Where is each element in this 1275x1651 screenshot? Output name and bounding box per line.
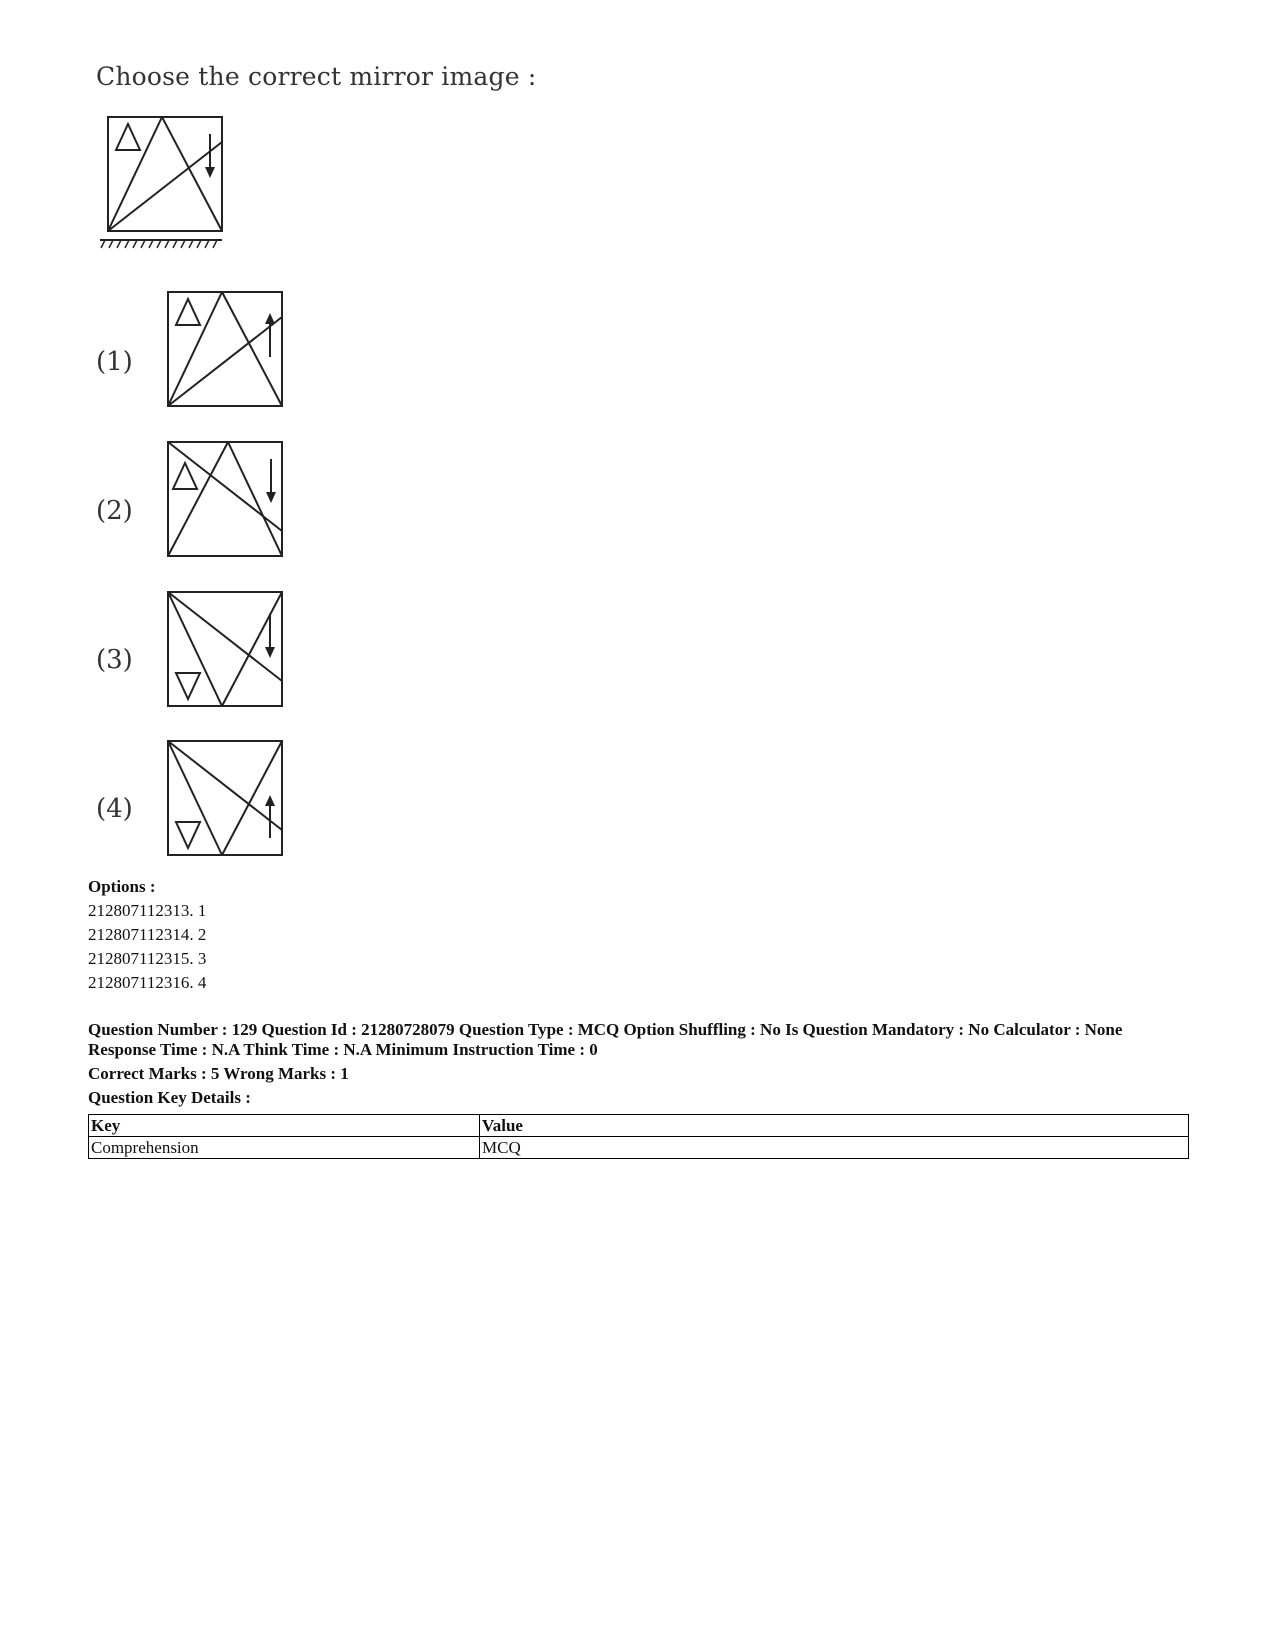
table-header-value: Value <box>480 1115 1189 1137</box>
option-item-2: 212807112314. 2 <box>88 925 207 944</box>
option-3-label: (3) <box>96 645 133 675</box>
option-4-label: (4) <box>96 794 133 824</box>
key-details-table <box>88 1114 1189 1159</box>
option-1-figure <box>165 289 287 411</box>
option-item-1: 212807112313. 1 <box>88 901 207 920</box>
option-2-figure <box>165 439 287 561</box>
key-details-heading: Question Key Details : <box>88 1088 251 1107</box>
table-row <box>89 1137 1189 1159</box>
option-1-label: (1) <box>96 347 133 377</box>
marks-line: Correct Marks : 5 Wrong Marks : 1 <box>88 1064 349 1083</box>
option-item-4: 212807112316. 4 <box>88 973 207 992</box>
table-header-row <box>89 1115 1189 1137</box>
option-2-label: (2) <box>96 496 133 526</box>
question-meta-line2: Response Time : N.A Think Time : N.A Minimum Instruction Time : 0 <box>88 1040 598 1059</box>
table-cell-key: Comprehension <box>89 1137 480 1159</box>
question-meta-line1: Question Number : 129 Question Id : 21280728079 Question Type : MCQ Option Shuffling : No Is Question Mandatory : No Calculator : None <box>88 1020 1123 1039</box>
question-figure <box>98 114 230 254</box>
options-heading: Options : <box>88 877 156 896</box>
question-prompt: Choose the correct mirror image : <box>96 62 537 91</box>
option-3-figure <box>165 589 287 711</box>
option-item-3: 212807112315. 3 <box>88 949 207 968</box>
table-header-key: Key <box>89 1115 480 1137</box>
option-4-figure <box>165 738 287 860</box>
table-cell-value: MCQ <box>480 1137 1189 1159</box>
